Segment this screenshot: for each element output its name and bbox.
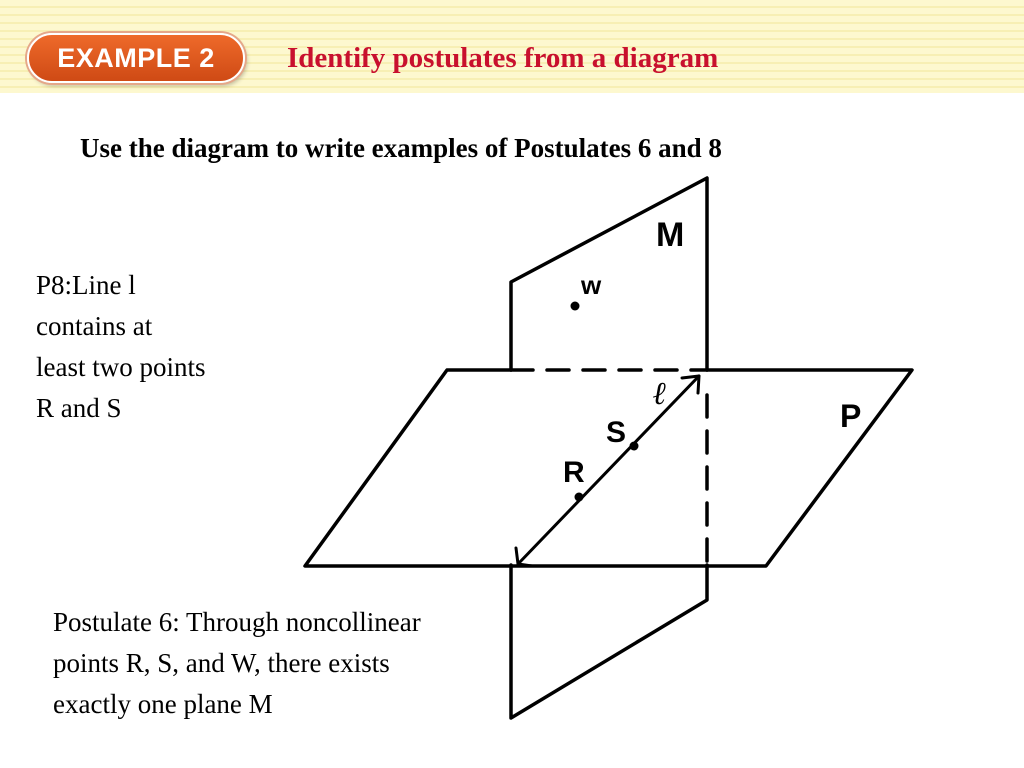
line-l-label: ℓ xyxy=(653,375,667,411)
slide-title: Identify postulates from a diagram xyxy=(287,42,719,74)
plane-p-label: P xyxy=(840,398,862,434)
postulate-6-text: Postulate 6: Through noncollinear points R, S, and W, there exists exactly one plane M xyxy=(53,607,421,719)
point-s-label: S xyxy=(606,416,627,449)
point-w xyxy=(571,302,580,311)
point-s xyxy=(630,442,639,451)
point-r-label: R xyxy=(563,456,585,489)
point-r xyxy=(575,493,584,502)
line-l xyxy=(518,376,699,564)
plane-m-label: M xyxy=(656,216,685,254)
postulate-8-text: P8:Line l contains at least two points R and S xyxy=(36,270,206,423)
plane-m-outline xyxy=(511,565,707,718)
instruction-text: Use the diagram to write examples of Postulates 6 and 8 xyxy=(80,133,722,163)
point-w-label: w xyxy=(581,270,602,300)
plane-m-outline-top xyxy=(511,178,707,370)
example-badge: EXAMPLE 2 xyxy=(27,33,245,83)
